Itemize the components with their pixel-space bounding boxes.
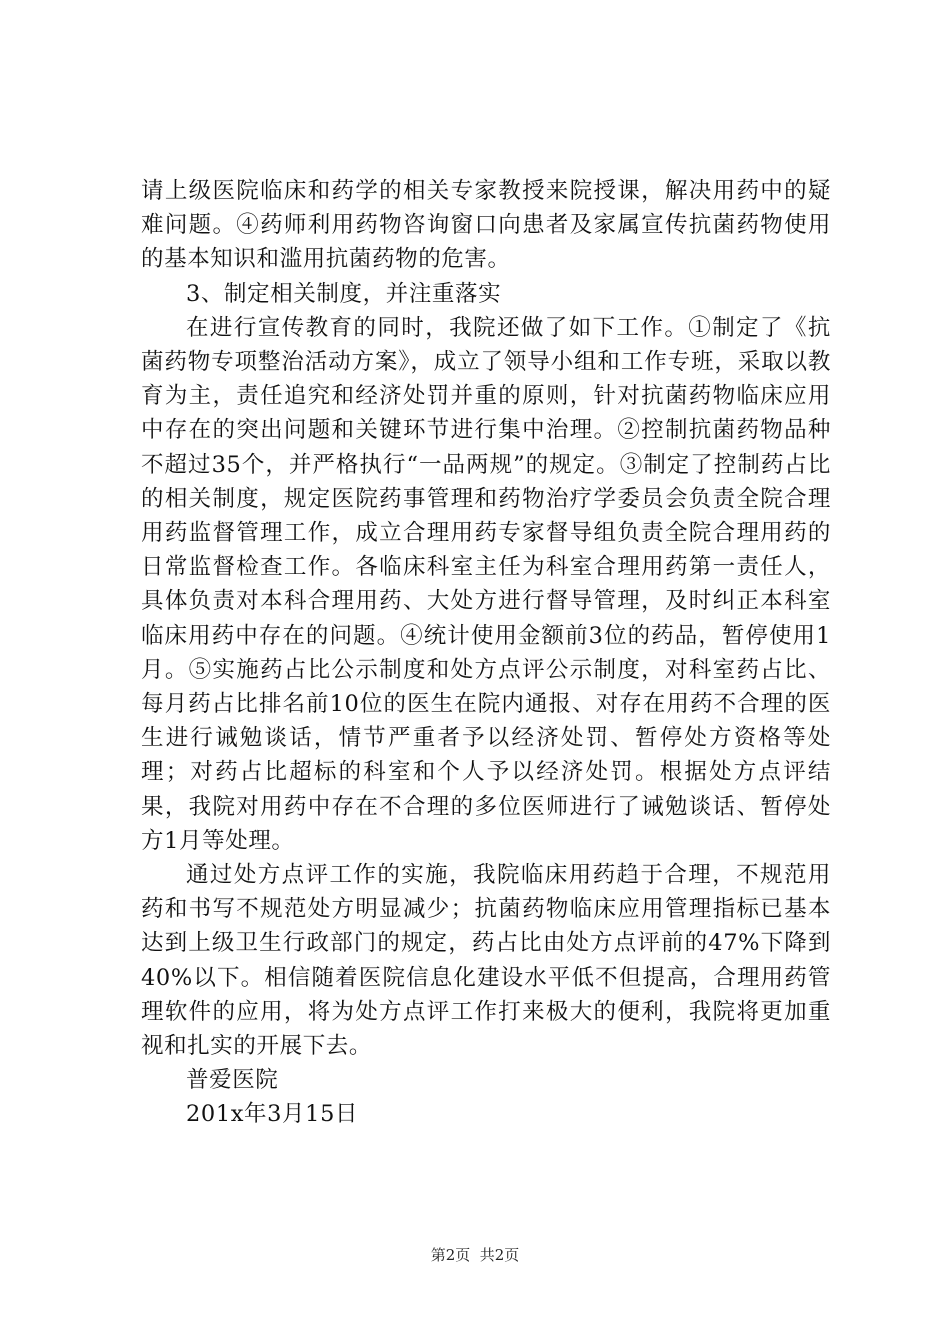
document-body: [141, 174, 831, 1132]
section-heading: 3、制定相关制度，并注重落实: [186, 280, 502, 307]
page-indicator: 第2页 共2页: [430, 1246, 520, 1264]
paragraph-results: 通过处方点评工作的实施，我院临床用药趋于合理，不规范用药和书写不规范处方明显减少；抗菌药物临床应用管理指标已基本达到上级卫生行政部门的规定，药占比由处方点评前的47%下降到40%以下。相信随着医院信息化建设水平低不但提高，合理用药管理软件的应用，将为处方点评工作打来极大的便利，我院将更加重视和扎实的开展下去。: [141, 862, 831, 1060]
paragraph-measures: 在进行宣传教育的同时，我院还做了如下工作。①制定了《抗菌药物专项整治活动方案》，成立了领导小组和工作专班，采取以教育为主，责任追究和经济处罚并重的原则，针对抗菌药物临床应用中存在的突出问题和关键环节进行集中治理。②控制抗菌药物品种不超过35个，并严格执行“一品两规”的规定。③制定了控制药占比的相关制度，规定医院药事管理和药物治疗学委员会负责全院合理用药监督管理工作，成立合理用药专家督导组负责全院合理用药的日常监督检查工作。各临床科室主任为科室合理用药第一责任人，具体负责对本科合理用药、大处方进行督导管理，及时纠正本科室临床用药中存在的问题。④统计使用金额前3位的药品，暂停使用1月。⑤实施药占比公示制度和处方点评公示制度，对科室药占比、每月药占比排名前10位的医生在院内通报、对存在用药不合理的医生进行诫勉谈话，情节严重者予以经济处罚、暂停处方资格等处理；对药占比超标的科室和个人予以经济处罚。根据处方点评结果，我院对用药中存在不合理的多位医师进行了诫勉谈话、暂停处方1月等处理。: [141, 314, 831, 854]
page-footer: [0, 1245, 950, 1265]
paragraph-continuation: 请上级医院临床和药学的相关专家教授来院授课，解决用药中的疑难问题。④药师利用药物咨询窗口向患者及家属宣传抗菌药物使用的基本知识和滥用抗菌药物的危害。: [141, 178, 831, 273]
signature-organization: 普爱医院: [186, 1067, 279, 1094]
signature-date: 201x年3月15日: [186, 1101, 359, 1128]
